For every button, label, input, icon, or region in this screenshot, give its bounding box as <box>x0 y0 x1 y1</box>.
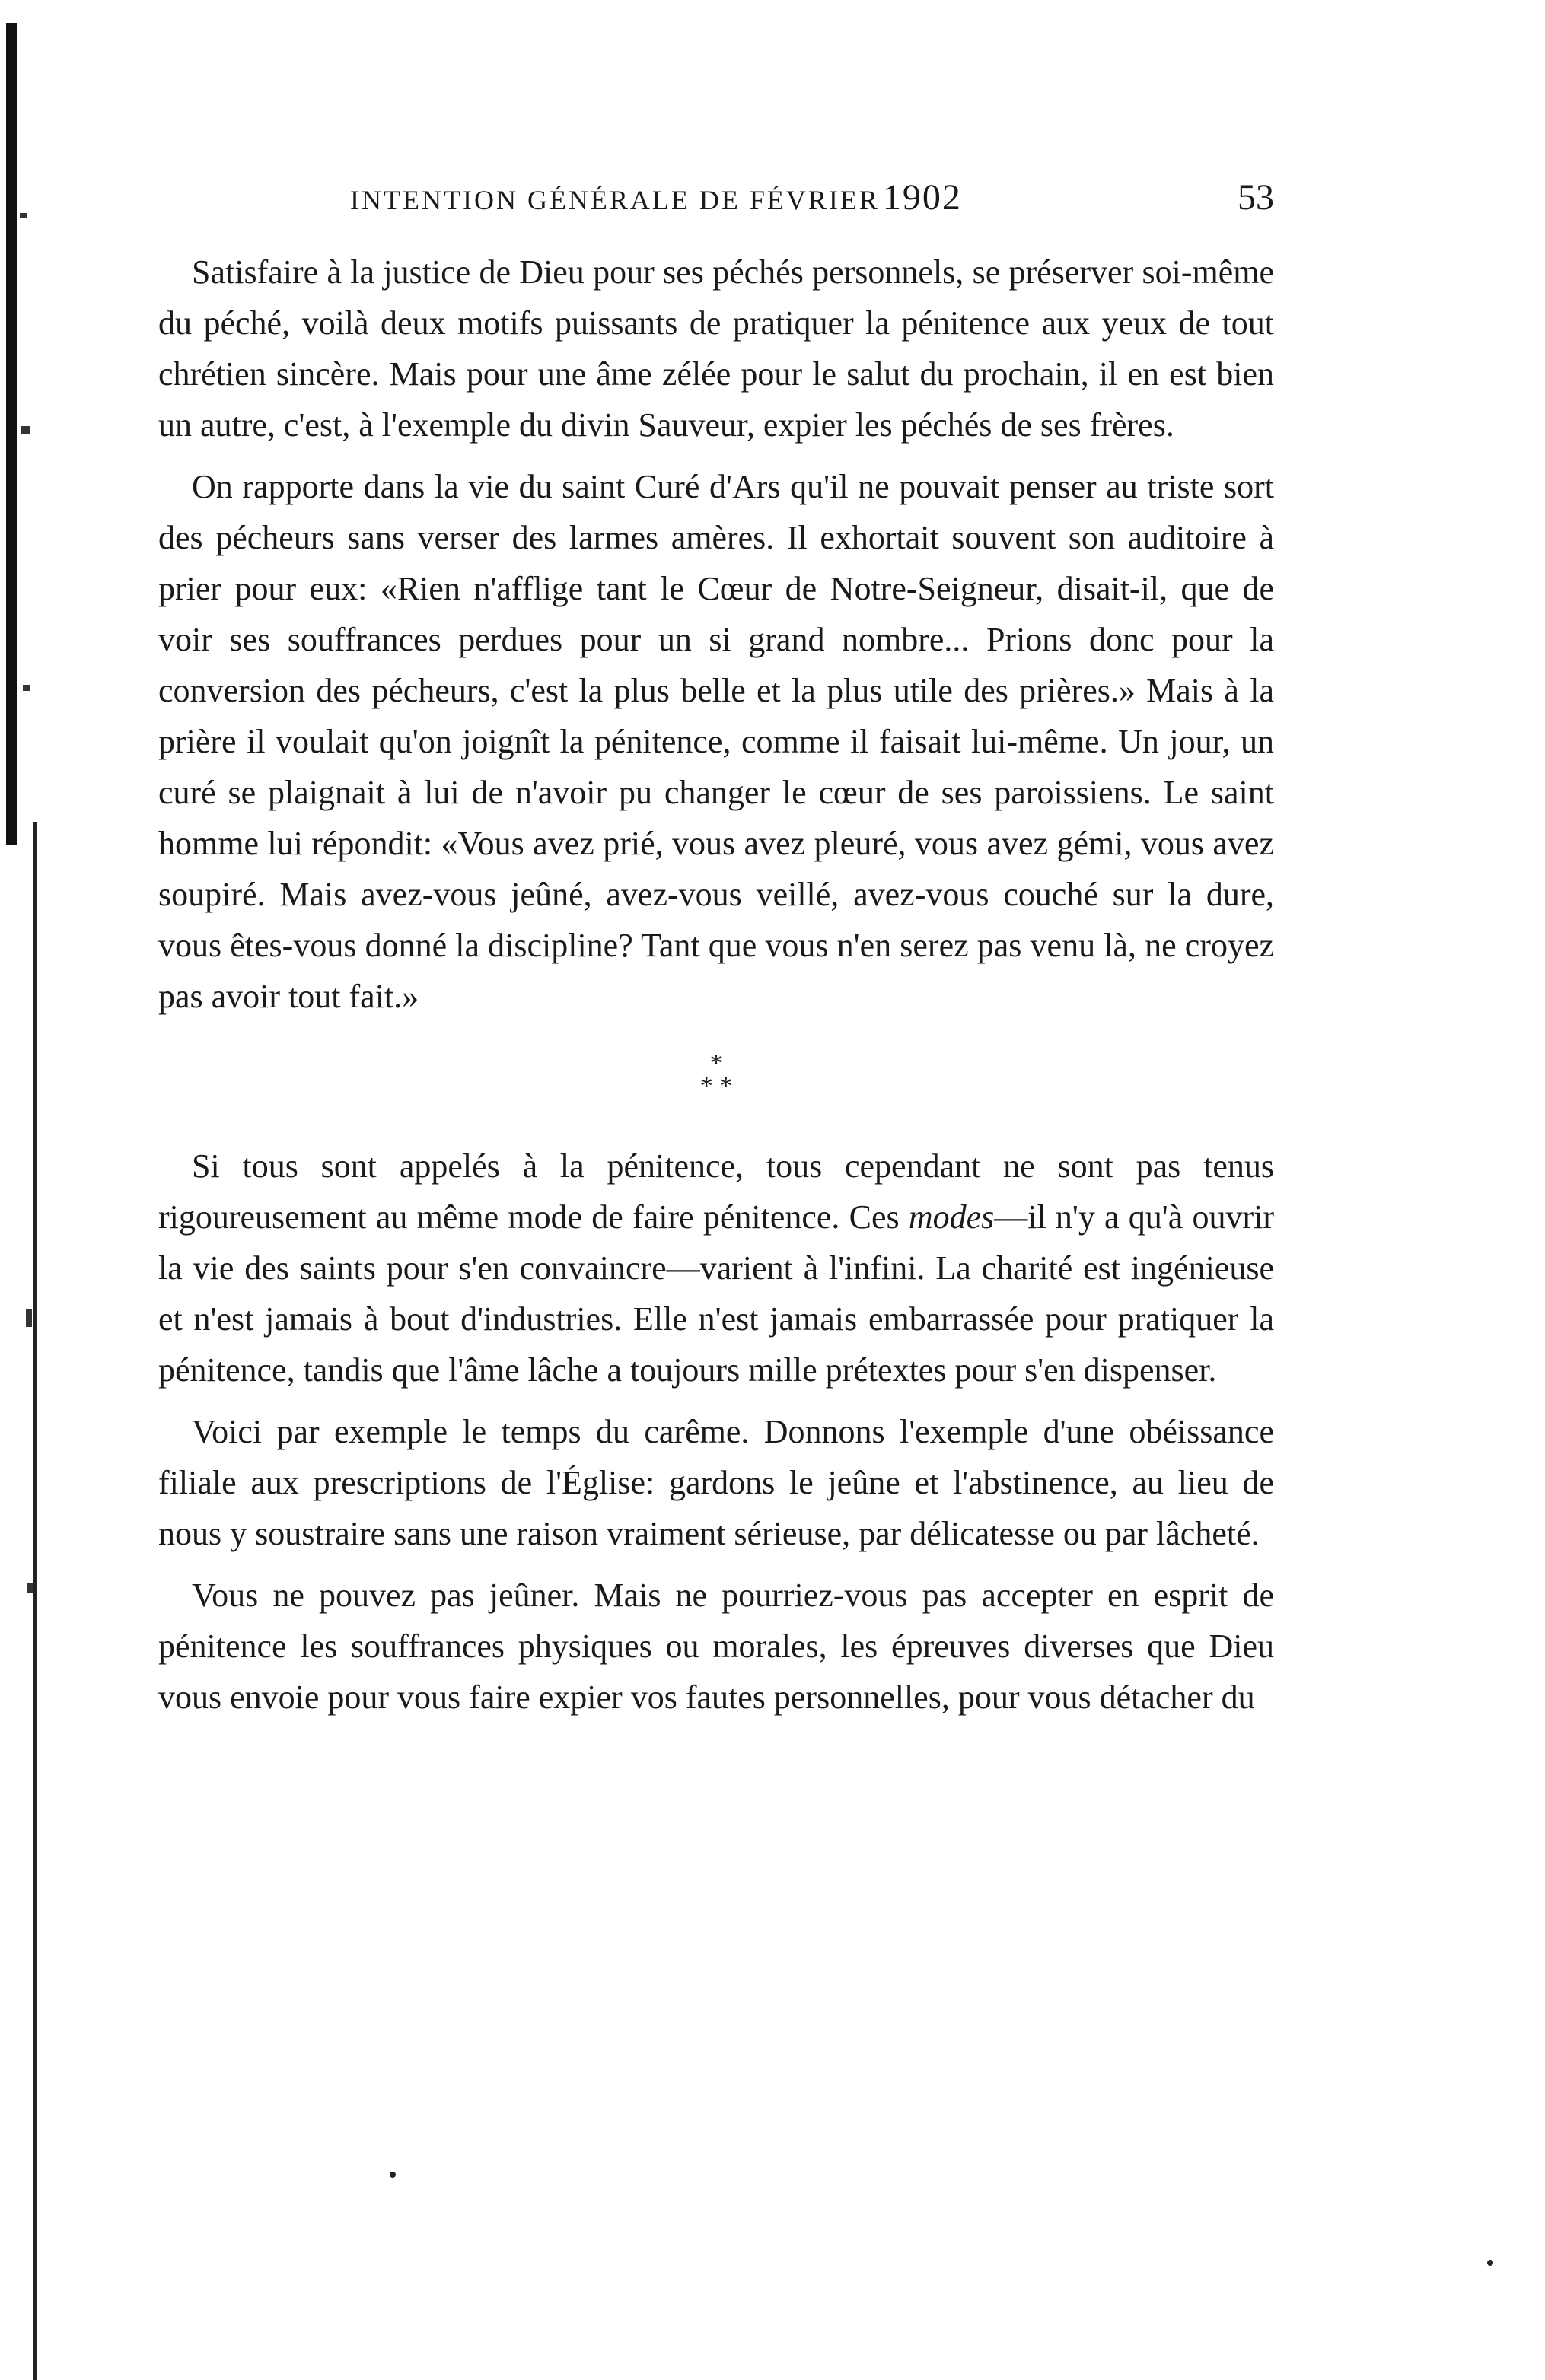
paragraph-cure-d-ars: On rapporte dans la vie du saint Curé d'Ars qu'il ne pouvait penser au triste sort des pécheurs sans verser des larmes amères. Il exhortait souvent son auditoire à prier pour eux: «Rien n'afflige tant le Cœur de Notre-Seigneur, disait-il, que de voir ses souffrances perdues pour un si grand nombre... Prions donc pour la conversion des pécheurs, c'est la plus belle et la plus utile des prières.» Mais à la prière il voulait qu'on joignît la pénitence, comme il faisait lui-même. Un jour, un curé se plaignait à lui de n'avoir pu changer le cœur de ses paroissiens. Le saint homme lui répondit: «Vous avez prié, vous avez pleuré, vous avez gémi, vous avez soupiré. Mais avez-vous jeûné, avez-vous veillé, avez-vous couché sur la dure, vous êtes-vous donné la discipline? Tant que vous n'en serez pas venu là, ne croyez pas avoir tout fait.» <box>158 468 1274 1015</box>
stray-ink-dot <box>390 2172 396 2178</box>
paragraph-careme: Voici par exemple le temps du carême. Donnons l'exemple d'une obéissance filiale aux prescriptions de l'Église: gardons le jeûne et l'abstinence, au lieu de nous y soustraire sans une raison vraiment sérieuse, par délicatesse ou par lâcheté. <box>158 1413 1274 1552</box>
running-head-text <box>350 177 962 218</box>
binding-edge-shadow <box>6 23 17 845</box>
paragraph-modes-end: —il n'y a qu'à ouvrir la vie des saints pour s'en convaincre—varient à l'infini. La charité est ingénieuse et n'est jamais à bout d'industries. Elle n'est jamais embarrassée pour pratiquer la pénitence, tandis que l'âme lâche a toujours mille prétextes pour s'en dispenser. <box>158 1198 1274 1389</box>
paragraph-modes <box>158 1141 1274 1395</box>
edge-speck <box>21 426 30 434</box>
asterism-bottom: * * <box>699 1072 733 1100</box>
body-text <box>158 247 1274 1723</box>
edge-speck <box>20 213 27 218</box>
paragraph-jeuner: Vous ne pouvez pas jeûner. Mais ne pourriez-vous pas accepter en esprit de pénitence les souffrances physiques ou morales, les épreuves diverses que Dieu vous envoie pour vous faire expier vos fautes personnelles, pour vous détacher du <box>158 1577 1274 1716</box>
edge-speck <box>27 1583 33 1593</box>
binding-edge-line <box>33 822 37 2380</box>
paragraph-penance-motives: Satisfaire à la justice de Dieu pour ses péchés personnels, se préserver soi-même du péché, voilà deux motifs puissants de pratiquer la pénitence aux yeux de tout chrétien sincère. Mais pour une âme zélée pour le salut du prochain, il en est bien un autre, c'est, à l'exemple du divin Sauveur, expier les péchés de ses frères. <box>158 253 1274 444</box>
asterism-top: * <box>709 1049 723 1077</box>
edge-speck <box>23 685 30 691</box>
stray-ink-dot <box>1487 2260 1493 2266</box>
page-number: 53 <box>1238 177 1274 218</box>
edge-speck <box>26 1309 32 1327</box>
italic-word-modes: modes <box>908 1198 995 1236</box>
paragraph-modes-start: Si tous sont appelés à la pénitence, tous cependant ne sont pas tenus rigoureusement au même mode de faire pénitence. Ces <box>158 1147 1274 1236</box>
asterism-separator <box>158 1049 1274 1100</box>
running-head <box>350 177 1274 230</box>
running-head-year: 1902 <box>882 177 962 218</box>
book-page <box>158 177 1274 1733</box>
running-head-title: INTENTION GÉNÉRALE DE FÉVRIER <box>350 185 880 215</box>
